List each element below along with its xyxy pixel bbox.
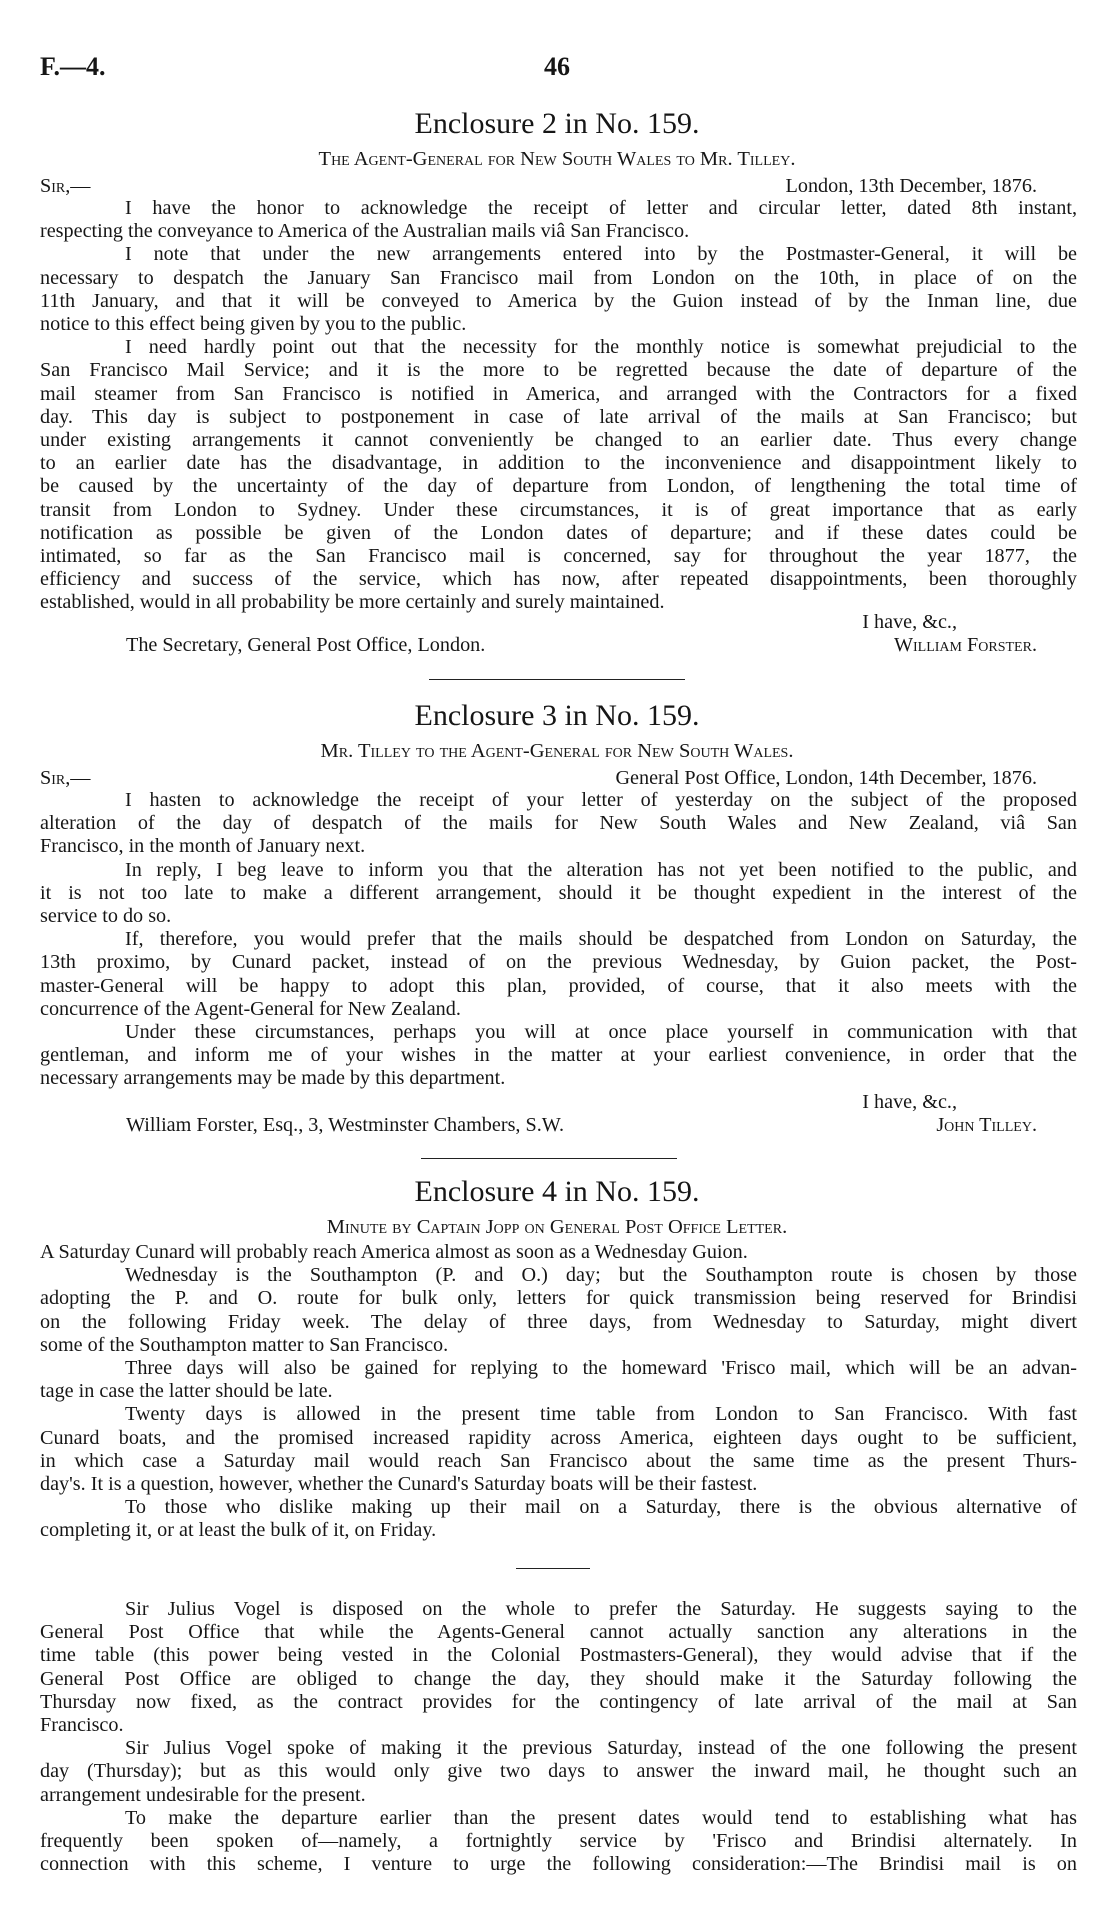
text-line: service to do so. <box>40 905 172 927</box>
text-line: notice to this effect being given by you to the public. <box>40 313 467 335</box>
text-line: under existing arrangements it cannot conveniently be changed to an earlier date. Thus every change <box>40 429 1077 451</box>
text-line: frequently been spoken of—namely, a fortnightly service by 'Frisco and Brindisi alternately. In <box>40 1830 1077 1852</box>
text-line: San Francisco Mail Service; and it is the more to be regretted because the date of departure of the <box>40 359 1077 382</box>
text-line: Three days will also be gained for replying to the homeward 'Frisco mail, which will be an advan- <box>125 1357 1077 1379</box>
enclosure-4-title: Enclosure 4 in No. 159. <box>414 1175 700 1208</box>
enclosure-3-closing: I have, &c., <box>862 1091 957 1113</box>
text-line: adopting the P. and O. route for bulk only, letters for quick transmission being reserved for Brindisi <box>40 1287 1077 1310</box>
text-line: Under these circumstances, perhaps you will at once place yourself in communication with that <box>125 1021 1077 1043</box>
text-line: arrangement undesirable for the present. <box>40 1783 366 1806</box>
text-line: To make the departure earlier than the present dates would tend to establishing what has <box>125 1806 1077 1829</box>
text-line: Sir Julius Vogel spoke of making it the previous Saturday, instead of the one following the present <box>125 1737 1077 1760</box>
enclosure-2-title: Enclosure 2 in No. 159. <box>414 107 700 140</box>
text-line: notification as possible be given of the London dates of departure; and if these dates could be <box>40 521 1077 544</box>
text-line: A Saturday Cunard will probably reach America almost as soon as a Wednesday Guion. <box>40 1241 748 1263</box>
text-line: necessary arrangements may be made by this department. <box>40 1067 506 1090</box>
text-line: Twenty days is allowed in the present time table from London to San Francisco. With fast <box>125 1403 1077 1426</box>
enclosure-3-place-date: General Post Office, London, 14th December, 1876. <box>615 767 1037 789</box>
text-line: Sir Julius Vogel is disposed on the whole to prefer the Saturday. He suggests saying to the <box>125 1598 1077 1620</box>
text-line: day. This day is subject to postponement in case of late arrival of the mails at San Francisco; but <box>40 405 1077 428</box>
text-line: respecting the conveyance to America of the Australian mails viâ San Francisco. <box>40 220 690 243</box>
text-line: Cunard boats, and the promised increased rapidity across America, eighteen days ought to be sufficient, <box>40 1426 1077 1449</box>
section-divider <box>421 1158 677 1159</box>
page-reference: F.—4. <box>40 52 106 81</box>
text-line: day (Thursday); but as this would only give two days to answer the inward mail, he thought such an <box>40 1760 1077 1783</box>
enclosure-4-subtitle: Minute by Captain Jopp on General Post Office Letter. <box>326 1216 788 1238</box>
text-line: To those who dislike making up their mail on a Saturday, there is the obvious alternative of <box>125 1496 1077 1519</box>
text-line: master-General will be happy to adopt this plan, provided, of course, that it also meets with the <box>40 974 1077 997</box>
text-line: I note that under the new arrangements entered into by the Postmaster-General, it will be <box>125 243 1077 266</box>
text-line: to an earlier date has the disadvantage, in addition to the inconvenience and disappointment likely to <box>40 452 1077 475</box>
text-line: completing it, or at least the bulk of it, on Friday. <box>40 1519 437 1542</box>
text-line: alteration of the day of despatch of the mails for New South Wales and New Zealand, viâ San <box>40 812 1077 835</box>
text-line: Wednesday is the Southampton (P. and O.) day; but the Southampton route is chosen by those <box>125 1264 1077 1287</box>
text-line: time table (this power being vested in the Colonial Postmasters-General), they would advise that if the <box>40 1644 1077 1667</box>
enclosure-2-closing: I have, &c., <box>862 611 957 633</box>
text-line: tage in case the latter should be late. <box>40 1380 333 1403</box>
text-line: 11th January, and that it will be conveyed to America by the Guion instead of by the Inman line, due <box>40 289 1077 312</box>
text-line: I have the honor to acknowledge the receipt of letter and circular letter, dated 8th instant, <box>125 197 1077 219</box>
text-line: In reply, I beg leave to inform you that the alteration has not yet been notified to the public, and <box>125 858 1077 881</box>
text-line: efficiency and success of the service, which has now, after repeated disappointments, been thoroughly <box>40 568 1077 591</box>
text-line: General Post Office that while the Agents-General cannot actually sanction any alterations in the <box>40 1621 1077 1644</box>
section-divider <box>429 679 685 680</box>
text-line: on the following Friday week. The delay of three days, from Wednesday to Saturday, might divert <box>40 1310 1077 1333</box>
text-line: I hasten to acknowledge the receipt of your letter of yesterday on the subject of the proposed <box>125 789 1077 811</box>
text-line: General Post Office are obliged to change the day, they should make it the Saturday following the <box>40 1667 1077 1690</box>
enclosure-3-signature: John Tilley. <box>936 1114 1037 1136</box>
text-line: Francisco, in the month of January next. <box>40 835 366 858</box>
enclosure-2-subtitle: The Agent-General for New South Wales to Mr. Tilley. <box>318 148 796 170</box>
enclosure-3-title: Enclosure 3 in No. 159. <box>414 699 700 732</box>
text-line: 13th proximo, by Cunard packet, instead of on the previous Wednesday, by Guion packet, the Post- <box>40 951 1077 974</box>
enclosure-2-signature: William Forster. <box>893 634 1037 656</box>
text-line: gentleman, and inform me of your wishes in the matter at your earliest convenience, in order that the <box>40 1044 1077 1067</box>
text-line: Francisco. <box>40 1714 124 1736</box>
text-line: concurrence of the Agent-General for New Zealand. <box>40 997 461 1020</box>
enclosure-3-addressee: William Forster, Esq., 3, Westminster Chambers, S.W. <box>126 1114 565 1136</box>
text-line: in which case a Saturday mail would reach San Francisco about the same time as the present Thurs- <box>40 1449 1077 1472</box>
text-line: be caused by the uncertainty of the day of departure from London, of lengthening the total time of <box>40 475 1077 498</box>
text-line: transit from London to Sydney. Under these circumstances, it is of great importance that as early <box>40 498 1077 521</box>
text-line: necessary to despatch the January San Francisco mail from London on the 10th, in place of on the <box>40 266 1077 289</box>
text-line: intimated, so far as the San Francisco mail is concerned, say for throughout the year 1877, the <box>40 545 1077 567</box>
text-line: I need hardly point out that the necessity for the monthly notice is somewhat prejudicial to the <box>125 336 1077 359</box>
text-line: If, therefore, you would prefer that the mails should be despatched from London on Saturday, the <box>125 928 1077 951</box>
text-line: established, would in all probability be more certainly and surely maintained. <box>40 591 665 614</box>
page-number: 46 <box>544 52 570 81</box>
short-divider <box>516 1568 590 1569</box>
text-line: day's. It is a question, however, whether the Cunard's Saturday boats will be their fastest. <box>40 1473 758 1495</box>
enclosure-2-place-date: London, 13th December, 1876. <box>785 175 1037 197</box>
text-line: it is not too late to make a different arrangement, should it be thought expedient in the interest of the <box>40 881 1077 904</box>
enclosure-2-salutation: Sir,— <box>40 175 91 197</box>
text-line: connection with this scheme, I venture to urge the following consideration:—The Brindisi mail is on <box>40 1853 1077 1876</box>
text-line: some of the Southampton matter to San Francisco. <box>40 1333 449 1356</box>
enclosure-3-subtitle: Mr. Tilley to the Agent-General for New South Wales. <box>320 740 794 762</box>
text-line: mail steamer from San Francisco is notified in America, and arranged with the Contractors for a fixed <box>40 382 1077 405</box>
enclosure-2-addressee: The Secretary, General Post Office, London. <box>126 634 486 656</box>
text-line: Thursday now fixed, as the contract provides for the contingency of late arrival of the mail at San <box>40 1690 1077 1713</box>
enclosure-3-salutation: Sir,— <box>40 767 91 789</box>
